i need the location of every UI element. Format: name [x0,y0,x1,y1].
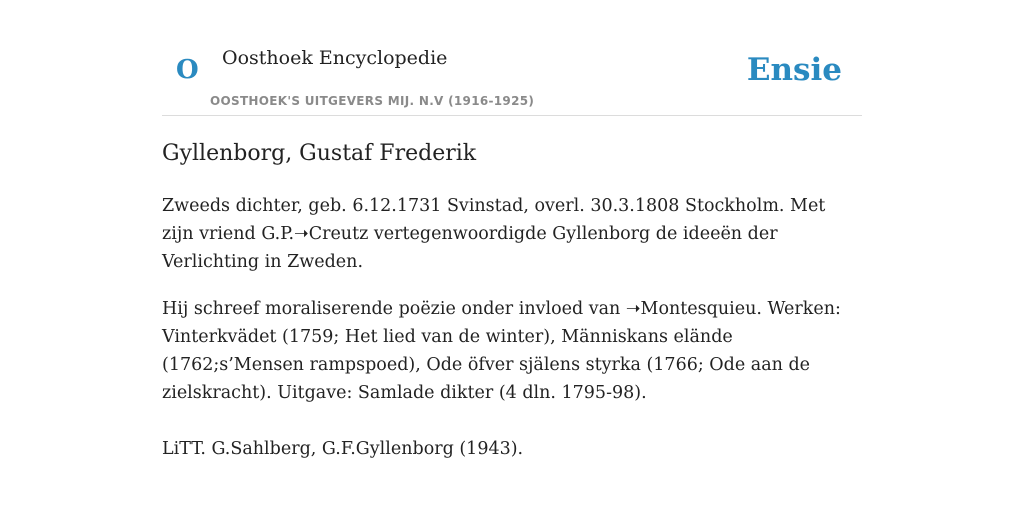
article-paragraph-1: Zweeds dichter, geb. 6.12.1731 Svinstad, overl. 30.3.1808 Stockholm. Met zijn vriend G.P.➝Creutz vertegenwoordigde Gyllenborg de ideeën der Verlichting in Zweden. [162,196,826,272]
site-logo[interactable]: O [176,55,199,85]
site-header [162,40,862,116]
brand-logo-link[interactable]: Ensie [746,52,842,88]
article-paragraph-2: Hij schreef moraliserende poëzie onder invloed van ➝Montesquieu. Werken: Vinterkvädet (1759; Het lied van de winter), Människans elände (1762;s’Mensen rampspoed), Ode öfver själens styrka (1766; Ode aan de zielskracht). Uitgave: Samlade dikter (4 dln. 1795-98). [162,299,841,403]
article-title: Gyllenborg, Gustaf Frederik [162,141,477,166]
article-literature: LiTT. G.Sahlberg, G.F.Gyllenborg (1943). [162,439,524,459]
site-title-link[interactable]: Oosthoek Encyclopedie [222,47,448,69]
publisher-label: OOSTHOEK'S UITGEVERS MIJ. N.V (1916-1925) [210,94,535,108]
article-body [162,136,862,463]
